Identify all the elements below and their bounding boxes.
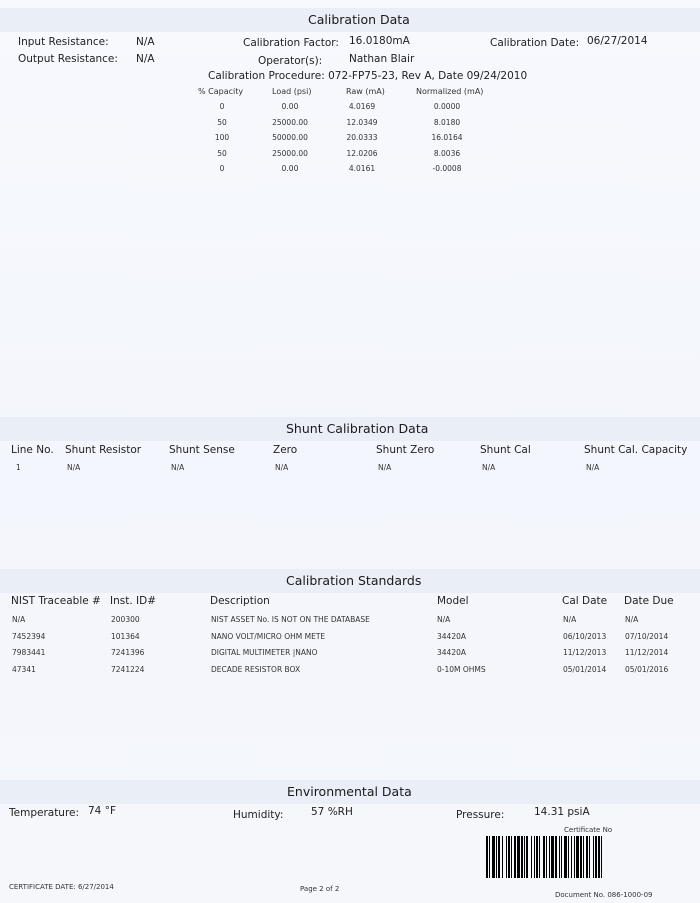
- calibration-cell: 4.0169: [348, 102, 376, 111]
- shunt-col-zero: Zero: [273, 444, 298, 456]
- cal-col-raw: Raw (mA): [346, 87, 385, 96]
- calibration-cell: 0.00: [281, 164, 299, 173]
- cal-col-load: Load (psi): [272, 87, 312, 96]
- calibration-cell: 0: [219, 102, 225, 111]
- standards-cell: 101364: [111, 631, 140, 641]
- calibration-cell: -0.0008: [432, 164, 462, 173]
- environment-title: Environmental Data: [287, 784, 412, 799]
- standards-cell: NANO VOLT/MICRO OHM METE: [211, 631, 326, 641]
- shunt-cell: N/A: [171, 463, 185, 472]
- calibration-cell: 25000.00: [272, 117, 308, 127]
- shunt-col-shunt-cal: Shunt Cal: [480, 444, 531, 456]
- input-resistance-label: Input Resistance:: [18, 36, 109, 48]
- standards-cell: 7452394: [12, 631, 46, 641]
- standards-cell: N/A: [12, 615, 26, 624]
- shunt-cell: 1: [16, 463, 21, 472]
- standards-cell: 05/01/2016: [625, 664, 669, 674]
- pressure-label: Pressure:: [456, 809, 505, 821]
- calibration-cell: 100: [214, 133, 230, 142]
- output-resistance-label: Output Resistance:: [18, 53, 118, 65]
- calibration-cell: 0.00: [281, 102, 299, 111]
- calibration-cell: 20.0333: [346, 133, 378, 142]
- calibration-cell: 8.0036: [433, 148, 461, 158]
- calibration-factor-value: 16.0180mA: [349, 35, 410, 47]
- std-col-date-due: Date Due: [624, 595, 674, 607]
- standards-cell: N/A: [563, 615, 577, 624]
- shunt-col-resistor: Shunt Resistor: [65, 444, 142, 456]
- standards-cell: DECADE RESISTOR BOX: [211, 664, 301, 674]
- standards-cell: NIST ASSET No. IS NOT ON THE DATABASE: [211, 615, 370, 624]
- calibration-date-value: 06/27/2014: [587, 35, 648, 47]
- barcode: [486, 836, 686, 878]
- std-col-nist: NIST Traceable #: [11, 595, 101, 607]
- cal-col-capacity: % Capacity: [198, 87, 244, 96]
- operators-label: Operator(s):: [258, 55, 323, 67]
- calibration-cell: 50000.00: [272, 133, 308, 142]
- calibration-cell: 0: [219, 164, 225, 173]
- certificate-date: CERTIFICATE DATE: 6/27/2014: [9, 883, 114, 891]
- shunt-cell: N/A: [378, 463, 392, 472]
- pressure-value: 14.31 psiA: [534, 806, 590, 818]
- page-number: Page 2 of 2: [300, 885, 340, 893]
- cal-col-normalized: Normalized (mA): [416, 87, 484, 96]
- humidity-label: Humidity:: [233, 809, 284, 821]
- standards-cell: DIGITAL MULTIMETER |NANO: [211, 648, 318, 657]
- std-col-description: Description: [210, 595, 270, 607]
- standards-cell: N/A: [625, 615, 639, 624]
- standards-cell: 7983441: [12, 648, 46, 657]
- standards-cell: 7241396: [111, 648, 145, 657]
- standards-cell: N/A: [437, 615, 451, 624]
- standards-cell: 05/01/2014: [563, 664, 607, 674]
- standards-cell: 0-10M OHMS: [437, 664, 486, 674]
- calibration-cell: 8.0180: [433, 117, 461, 127]
- standards-cell: 11/12/2014: [625, 648, 669, 657]
- temperature-value: 74 °F: [88, 805, 116, 817]
- calibration-cell: 0.0000: [433, 102, 461, 111]
- standards-cell: 34420A: [437, 631, 466, 641]
- certificate-no-label: Certificate No: [564, 826, 613, 834]
- shunt-title: Shunt Calibration Data: [286, 421, 429, 436]
- operators-value: Nathan Blair: [349, 53, 415, 65]
- calibration-cell: 50: [217, 117, 227, 127]
- temperature-label: Temperature:: [9, 807, 80, 819]
- standards-cell: 47341: [12, 664, 36, 674]
- calibration-procedure: Calibration Procedure: 072-FP75-23, Rev A, Date 09/24/2010: [208, 70, 528, 82]
- calibration-title: Calibration Data: [308, 12, 410, 27]
- shunt-col-sense: Shunt Sense: [169, 444, 235, 456]
- shunt-col-capacity: Shunt Cal. Capacity: [584, 444, 688, 456]
- calibration-date-label: Calibration Date:: [490, 37, 580, 49]
- calibration-factor-label: Calibration Factor:: [243, 37, 339, 49]
- shunt-cell: N/A: [482, 463, 496, 472]
- standards-cell: 11/12/2013: [563, 648, 607, 657]
- humidity-value: 57 %RH: [311, 806, 353, 818]
- standards-cell: 200300: [111, 615, 140, 624]
- standards-cell: 7241224: [111, 664, 145, 674]
- calibration-cell: 4.0161: [348, 164, 376, 173]
- output-resistance-value: N/A: [136, 53, 155, 65]
- std-col-inst-id: Inst. ID#: [110, 595, 156, 607]
- shunt-cell: N/A: [275, 463, 289, 472]
- std-col-cal-date: Cal Date: [562, 595, 608, 607]
- shunt-col-line: Line No.: [11, 444, 54, 456]
- std-col-model: Model: [437, 595, 469, 607]
- shunt-col-shunt-zero: Shunt Zero: [376, 444, 435, 456]
- shunt-cell: N/A: [586, 463, 600, 472]
- calibration-cell: 12.0349: [346, 117, 378, 127]
- standards-cell: 34420A: [437, 648, 466, 657]
- shunt-cell: N/A: [67, 463, 81, 472]
- calibration-cell: 12.0206: [346, 148, 378, 158]
- calibration-cell: 25000.00: [272, 148, 308, 158]
- input-resistance-value: N/A: [136, 36, 155, 48]
- standards-cell: 07/10/2014: [625, 631, 669, 641]
- document-number: Document No. 086-1000-09: [555, 891, 653, 899]
- calibration-cell: 16.0164: [431, 133, 463, 142]
- calibration-cell: 50: [217, 148, 227, 158]
- standards-title: Calibration Standards: [286, 573, 422, 588]
- standards-cell: 06/10/2013: [563, 631, 607, 641]
